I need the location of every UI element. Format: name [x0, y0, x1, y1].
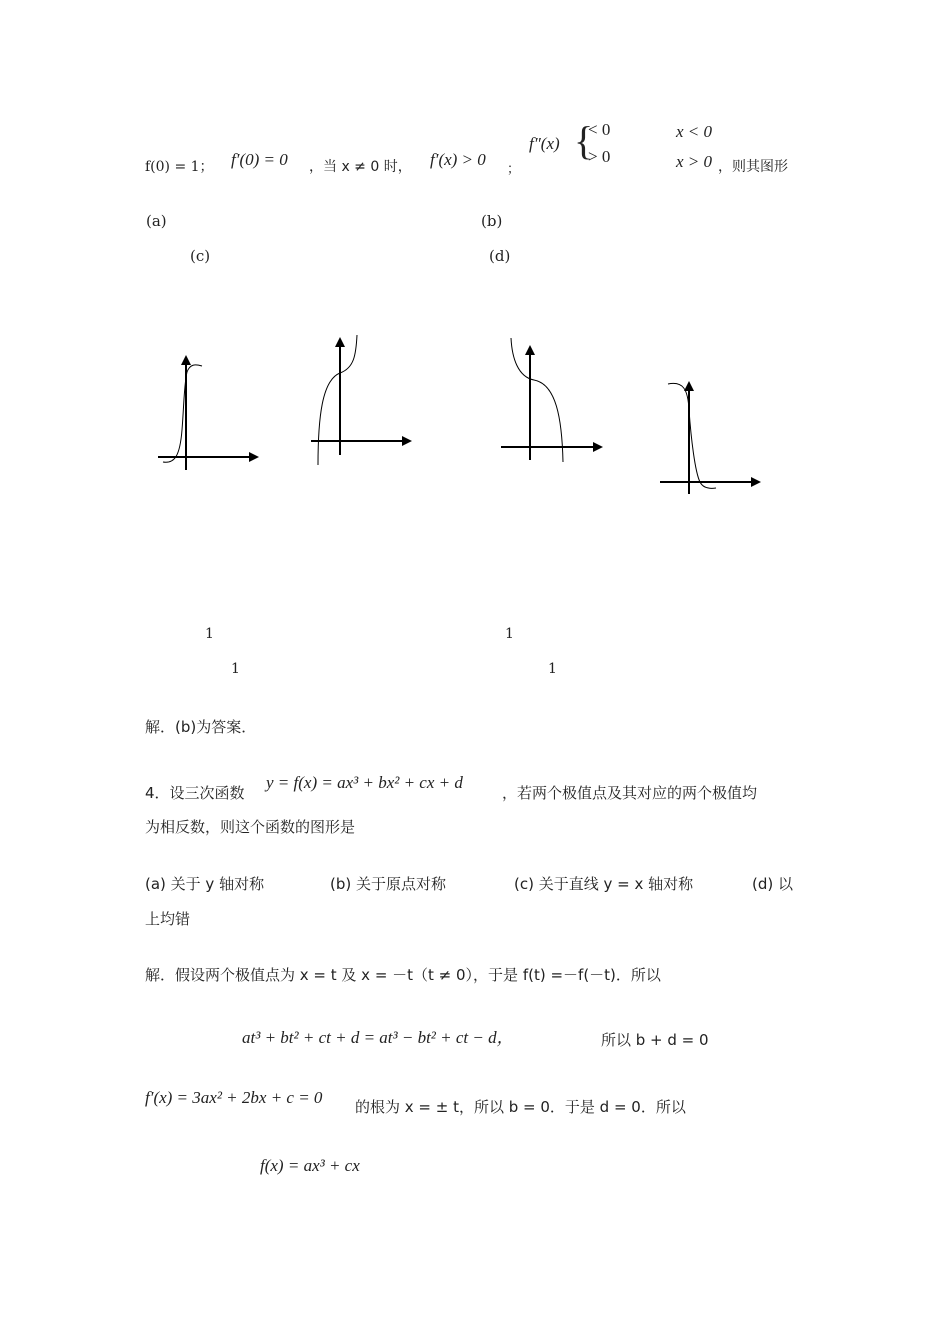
graph-d-curve [668, 383, 716, 488]
graph-b-curve [318, 335, 357, 465]
problem4-option-d: (d) 以 [752, 875, 793, 893]
graph-one-label: 1 [505, 626, 514, 642]
graph-a-curve [163, 365, 202, 462]
fpp-case-positive: > 0 [588, 147, 611, 166]
graph-c [501, 338, 600, 462]
graph-c-curve [511, 338, 563, 462]
problem4-equation-1-result: 所以 b + d = 0 [601, 1031, 709, 1049]
problem4-intro-line2: 为相反数，则这个函数的图形是 [145, 818, 356, 836]
fpp-case-negative: < 0 [588, 120, 611, 139]
problem4-equation-2-tail: 的根为 x = ± t，所以 b = 0．于是 d = 0．所以 [355, 1098, 686, 1116]
graph-d [660, 383, 758, 494]
cond-fprime-positive: f′(x) > 0 [430, 150, 486, 169]
graph-one-label: 1 [205, 626, 214, 642]
x-case-positive: x > 0 [676, 152, 713, 171]
option-c-label: (c) [190, 247, 211, 265]
problem4-equation-2: f′(x) = 3ax² + 2bx + c = 0 [145, 1088, 323, 1107]
cond-tail: ，则其图形 [718, 159, 788, 175]
problem4-solution-line1: 解．假设两个极值点为 x = t 及 x = －t（t ≠ 0），于是 f(t) =－f(－t)．所以 [145, 966, 661, 984]
cond-fprime-zero: f′(0) = 0 [231, 150, 288, 169]
problem4-option-a: (a) 关于 y 轴对称 [145, 875, 265, 893]
graph-b [311, 335, 409, 465]
graph-a [158, 358, 256, 470]
problem4-intro-tail: ，若两个极值点及其对应的两个极值均 [502, 784, 758, 802]
option-d-label: (d) [489, 247, 511, 265]
problem4-option-d-cont: 上均错 [145, 910, 191, 928]
x-case-negative: x < 0 [676, 122, 713, 141]
problem4-function: y = f(x) = ax³ + bx² + cx + d [266, 773, 463, 792]
fpp-brace: { [574, 118, 594, 163]
problem4-option-b: (b) 关于原点对称 [330, 875, 446, 893]
problem3-solution: 解．(b)为答案． [145, 718, 257, 736]
graph-one-label: 1 [231, 661, 240, 677]
problem4-intro: 4．设三次函数 [145, 784, 245, 802]
cond-f0: f(0) = 1； [145, 159, 214, 175]
problem4-equation-3: f(x) = ax³ + cx [260, 1156, 360, 1175]
problem4-equation-1: at³ + bt² + ct + d = at³ − bt² + ct − d， [242, 1028, 514, 1047]
problem4-option-c: (c) 关于直线 y = x 轴对称 [514, 875, 694, 893]
cond-separator: ； [507, 162, 521, 177]
graph-one-label: 1 [548, 661, 557, 677]
cond-when-text: ，当 x ≠ 0 时， [309, 159, 412, 175]
option-b-label: (b) [481, 212, 503, 230]
fpp-label: f″(x) [529, 134, 560, 153]
option-a-label: (a) [146, 212, 167, 230]
